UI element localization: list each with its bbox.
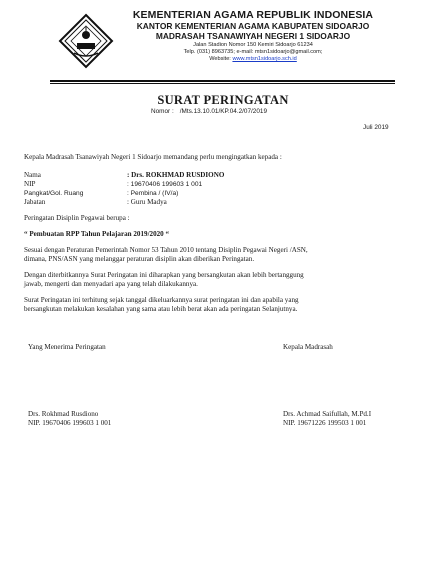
paragraph-validity-line2: bersangkutan melakukan kesalahan yang sama atau lebih berat akan ada peringatan Selanjutnya. (24, 305, 298, 313)
letter-number (151, 108, 267, 115)
letter-number-value: /Mts.13.10.01/KP.04.2/07/2019 (179, 108, 268, 115)
field-value-nip: : 19670406 199603 1 001 (127, 181, 203, 188)
field-value-position: : Guru Madya (127, 198, 167, 206)
field-value-rank: : Pembina / (IV/a) (127, 190, 179, 197)
paragraph-regulation-line2: dimana, PNS/ASN yang melanggar peraturan disiplin akan diberikan Peringatan. (24, 255, 255, 263)
header-divider-thin (50, 83, 395, 84)
signature-left-title: Yang Menerima Peringatan (28, 343, 106, 351)
field-label-name: Nama (24, 171, 41, 179)
letterhead-ministry: KEMENTERIAN AGAMA REPUBLIK INDONESIA (132, 9, 374, 21)
violation-intro: Peringatan Disiplin Pegawai berupa : (24, 214, 130, 222)
signature-left-nip: NIP. 19670406 199603 1 001 (28, 419, 112, 427)
letterhead-contact: Telp. (031) 8963735; e-mail: mtsn1sidoarjo@gmail.com; (183, 49, 323, 55)
signature-right-title: Kepala Madrasah (283, 343, 333, 351)
paragraph-validity-line1: Surat Peringatan ini terhitung sejak tanggal dikeluarkannya surat peringatan ini dan apabila yang (24, 296, 299, 304)
paragraph-expectation-line2: jawab, mengerti dan menyadari apa yang telah dilakukannya. (24, 280, 198, 288)
field-value-name: : Drs. ROKHMAD RUSDIONO (127, 171, 225, 179)
paragraph-regulation-line1: Sesuai dengan Peraturan Pemerintah Nomor 53 Tahun 2010 tentang Disiplin Pegawai Negeri /ASN, (24, 246, 308, 254)
letterhead (118, 9, 388, 63)
letterhead-website-label: Website: (209, 56, 231, 62)
field-label-nip: NIP (24, 180, 36, 188)
signature-right-nip: NIP. 19671226 199503 1 001 (283, 419, 367, 427)
paragraph-expectation-line1: Dengan diterbitkannya Surat Peringatan ini diharapkan yang bersangkutan akan lebih bertanggung (24, 271, 304, 279)
signature-left-name: Drs. Rokhmad Rusdiono (28, 410, 99, 418)
letterhead-website-row (118, 56, 388, 63)
opening-text: Kepala Madrasah Tsanawiyah Negeri 1 Sidoarjo memandang perlu mengingatkan kepada : (24, 153, 282, 161)
field-label-position: Jabatan (24, 198, 46, 206)
letter-title: SURAT PERINGATAN (157, 93, 289, 107)
letterhead-school: MADRASAH TSANAWIYAH NEGERI 1 SIDOARJO (155, 31, 351, 41)
letterhead-office: KANTOR KEMENTERIAN AGAMA KABUPATEN SIDOARJO (136, 21, 370, 31)
violation-text: “ Pembuatan RPP Tahun Pelajaran 2019/2020 “ (24, 230, 170, 238)
signature-right-name: Drs. Achmad Saifullah, M.Pd.I (283, 410, 372, 418)
letterhead-website-link[interactable]: www.mtsn1sidoarjo.sch.id (232, 56, 297, 62)
letterhead-address: Jalan Stadion Nomor 150 Kemiri Sidoarjo 61234 (193, 42, 313, 48)
letter-date: Juli 2019 (363, 124, 389, 131)
field-label-rank: Pangkat/Gol. Ruang (24, 190, 84, 197)
header-divider (50, 80, 395, 82)
kemenag-logo-icon (58, 13, 114, 69)
letter-number-label: Nomor : (151, 108, 174, 115)
